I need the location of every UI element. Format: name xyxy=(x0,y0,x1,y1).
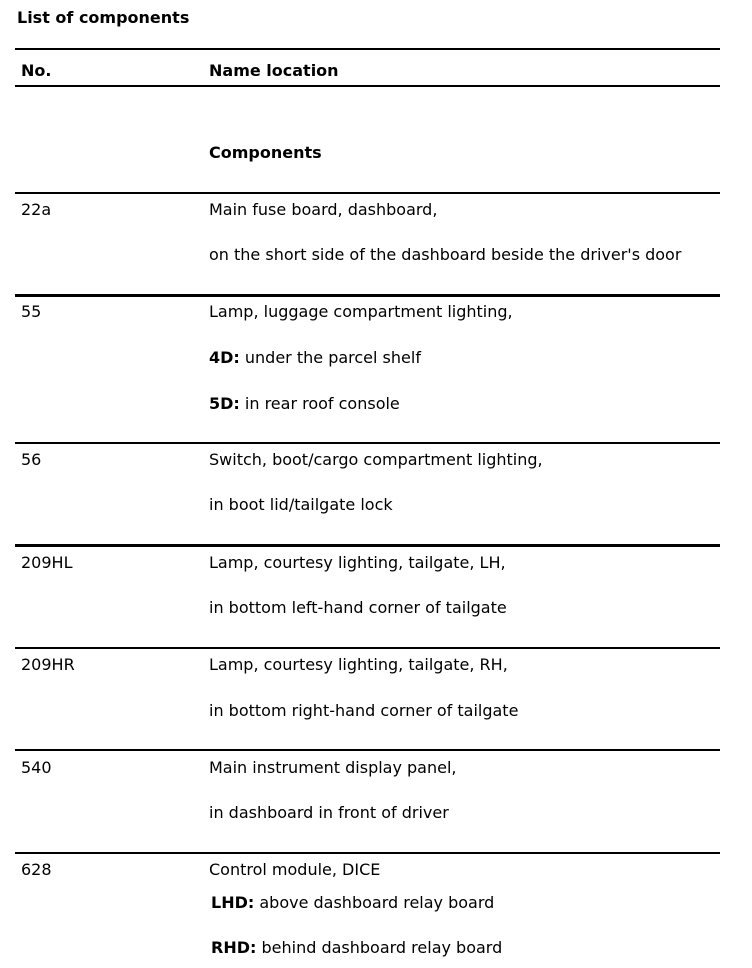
component-location: in bottom right-hand corner of tailgate xyxy=(209,701,519,720)
header-top-rule xyxy=(15,48,720,50)
header-col-name-location: Name location xyxy=(209,61,339,80)
component-number: 55 xyxy=(21,302,42,321)
variant-label: 5D: xyxy=(209,394,240,413)
row-separator xyxy=(15,749,720,751)
variant-label: LHD: xyxy=(211,893,255,912)
component-name: Switch, boot/cargo compartment lighting, xyxy=(209,450,543,469)
component-number: 209HL xyxy=(21,553,73,572)
component-location-5d xyxy=(209,394,400,414)
component-name: Lamp, courtesy lighting, tailgate, RH, xyxy=(209,655,508,674)
header-bottom-rule xyxy=(15,85,720,87)
variant-location: in rear roof console xyxy=(239,394,400,413)
variant-location: under the parcel shelf xyxy=(239,348,421,367)
component-location: on the short side of the dashboard beside the driver's door xyxy=(209,245,682,264)
variant-label: 4D: xyxy=(209,348,240,367)
component-location-4d xyxy=(209,348,421,368)
component-name: Lamp, courtesy lighting, tailgate, LH, xyxy=(209,553,506,572)
variant-label: RHD: xyxy=(211,938,257,957)
variant-location: above dashboard relay board xyxy=(254,893,495,912)
component-number: 22a xyxy=(21,200,52,219)
component-name: Main instrument display panel, xyxy=(209,758,457,777)
section-heading: Components xyxy=(209,143,322,162)
row-separator xyxy=(15,294,720,297)
component-number: 209HR xyxy=(21,655,75,674)
variant-location: behind dashboard relay board xyxy=(256,938,503,957)
header-col-no: No. xyxy=(21,61,52,80)
row-separator xyxy=(15,544,720,547)
row-separator xyxy=(15,192,720,194)
component-name: Control module, DICE xyxy=(209,860,381,879)
component-location-lhd xyxy=(211,893,494,913)
component-location: in bottom left-hand corner of tailgate xyxy=(209,598,507,617)
component-number: 56 xyxy=(21,450,42,469)
row-separator xyxy=(15,442,720,444)
component-number: 628 xyxy=(21,860,52,879)
document-title: List of components xyxy=(17,8,190,27)
component-name: Main fuse board, dashboard, xyxy=(209,200,438,219)
component-location: in dashboard in front of driver xyxy=(209,803,449,822)
row-separator xyxy=(15,647,720,649)
component-location: in boot lid/tailgate lock xyxy=(209,495,393,514)
component-number: 540 xyxy=(21,758,52,777)
row-separator xyxy=(15,852,720,854)
component-name: Lamp, luggage compartment lighting, xyxy=(209,302,513,321)
component-location-rhd xyxy=(211,938,502,958)
